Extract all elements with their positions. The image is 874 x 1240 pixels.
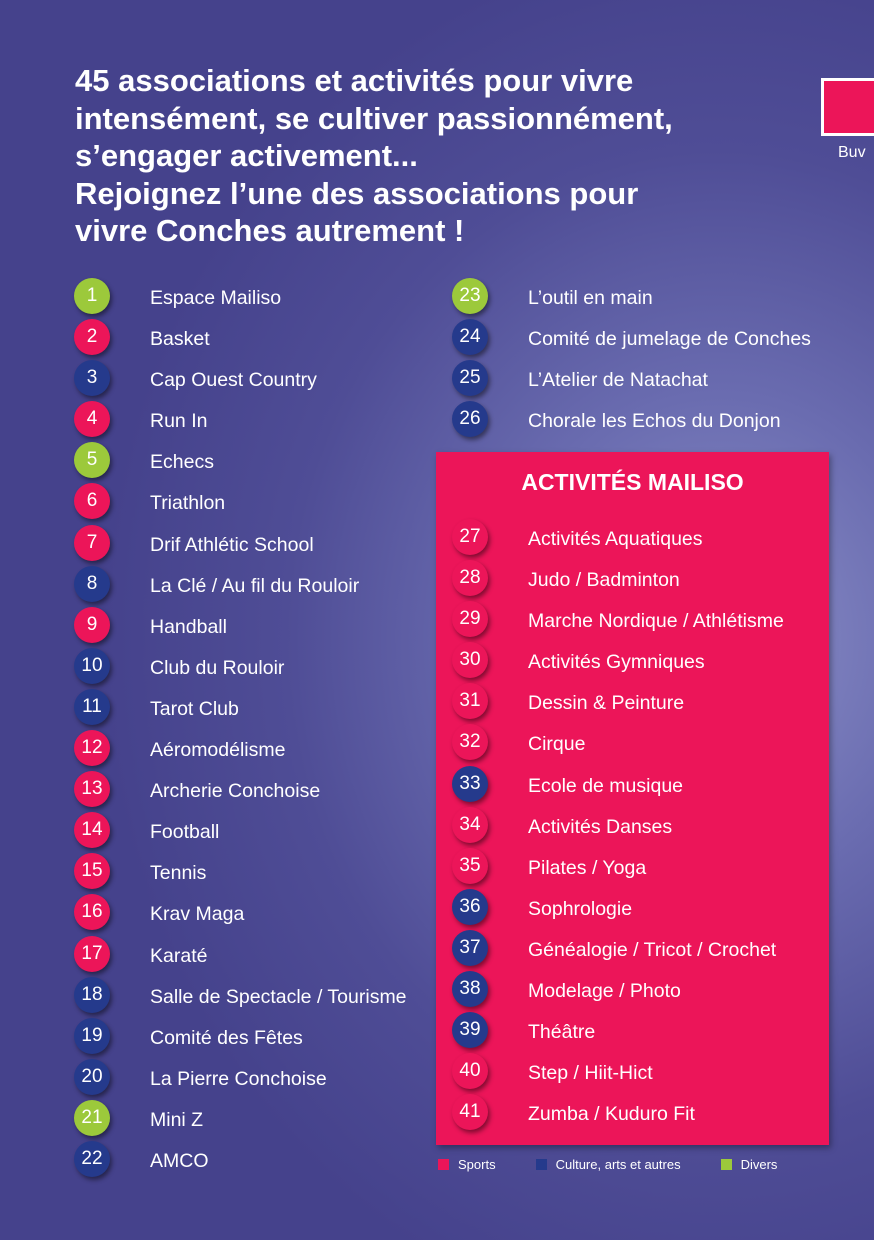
mailiso-title: ACTIVITÉS MAILISO [521, 469, 744, 495]
number-badge: 21 [74, 1100, 110, 1136]
number-badge: 26 [452, 401, 488, 437]
item-label: Dessin & Peinture [528, 692, 685, 715]
number-badge: 9 [74, 607, 110, 643]
number-badge: 15 [74, 853, 110, 889]
legend-label: Divers [740, 1157, 778, 1172]
number-badge: 2 [74, 319, 110, 355]
number-badge: 35 [452, 848, 488, 884]
item-label: Cap Ouest Country [150, 369, 317, 392]
next-page-label: Buv [838, 144, 866, 161]
heading-line: s’engager activement... [75, 138, 418, 173]
number-badge: 19 [74, 1018, 110, 1054]
legend-item-culture [536, 1157, 681, 1172]
item-label: Théâtre [528, 1021, 596, 1044]
number-badge: 16 [74, 894, 110, 930]
item-label: L’Atelier de Natachat [528, 369, 708, 392]
item-label: Cirque [528, 733, 586, 756]
item-label: Mini Z [150, 1108, 204, 1131]
number-badge: 30 [452, 642, 488, 678]
item-label: La Clé / Au fil du Rouloir [150, 574, 360, 597]
legend-label: Sports [458, 1157, 496, 1172]
number-badge: 13 [74, 771, 110, 807]
number-badge: 17 [74, 936, 110, 972]
number-badge: 20 [74, 1059, 110, 1095]
number-badge: 33 [452, 766, 488, 802]
item-label: Football [150, 821, 220, 844]
item-label: Marche Nordique / Athlétisme [528, 610, 784, 633]
number-badge: 6 [74, 483, 110, 519]
item-label: Krav Maga [150, 903, 245, 926]
item-label: Sophrologie [528, 897, 633, 920]
number-badge: 25 [452, 360, 488, 396]
number-badge: 14 [74, 812, 110, 848]
item-label: Echecs [150, 451, 214, 474]
number-badge: 37 [452, 930, 488, 966]
item-label: Pilates / Yoga [528, 856, 647, 879]
item-label: Modelage / Photo [528, 980, 681, 1003]
number-badge: 23 [452, 278, 488, 314]
number-badge: 29 [452, 601, 488, 637]
number-badge: 4 [74, 401, 110, 437]
item-label: Espace Mailiso [150, 287, 282, 309]
item-label: Karaté [150, 944, 208, 967]
legend-item-divers [721, 1157, 778, 1172]
heading-line: Rejoignez l’une des associations pour [75, 175, 639, 211]
number-badge: 34 [452, 807, 488, 843]
number-badge: 41 [452, 1094, 488, 1130]
item-label: L’outil en main [528, 287, 653, 309]
number-badge: 36 [452, 889, 488, 925]
item-label: Comité de jumelage de Conches [528, 328, 811, 351]
number-badge: 8 [74, 566, 110, 602]
number-badge: 11 [74, 689, 110, 725]
item-label: Drif Athlétic School [150, 533, 314, 556]
legend-item-sports [438, 1157, 496, 1172]
heading-line: vivre Conches autrement ! [75, 213, 465, 248]
item-label: Basket [150, 328, 210, 351]
legend-swatch [536, 1159, 547, 1170]
item-label: Comité des Fêtes [150, 1026, 303, 1049]
item-label: Handball [150, 615, 227, 638]
item-label: AMCO [150, 1149, 209, 1172]
number-badge: 18 [74, 977, 110, 1013]
item-label: Triathlon [150, 492, 226, 515]
item-label: Activités Gymniques [528, 651, 705, 674]
item-label: Run In [150, 410, 208, 433]
heading-line: intensément, se cultiver passionnément, [75, 100, 673, 136]
item-label: Judo / Badminton [528, 569, 680, 592]
next-page-color-box [821, 78, 874, 136]
number-badge: 28 [452, 560, 488, 596]
item-label: Activités Danses [528, 815, 673, 838]
number-badge: 3 [74, 360, 110, 396]
item-label: Zumba / Kuduro Fit [528, 1103, 695, 1126]
item-label: Ecole de musique [528, 774, 684, 797]
mailiso-panel [436, 452, 829, 1145]
category-legend [438, 1157, 777, 1172]
number-badge: 1 [74, 278, 110, 314]
page-heading [75, 62, 755, 250]
item-label: Salle de Spectacle / Tourisme [150, 985, 407, 1008]
item-label: Tennis [150, 862, 207, 885]
legend-swatch [438, 1159, 449, 1170]
legend-swatch [721, 1159, 732, 1170]
number-badge: 24 [452, 319, 488, 355]
item-label: Généalogie / Tricot / Crochet [528, 938, 777, 961]
item-label: La Pierre Conchoise [150, 1067, 327, 1090]
number-badge: 10 [74, 648, 110, 684]
number-badge: 38 [452, 971, 488, 1007]
heading-line: 45 associations et activités pour vivre [75, 63, 634, 98]
number-badge: 7 [74, 525, 110, 561]
number-badge: 32 [452, 724, 488, 760]
item-label: Club du Rouloir [150, 656, 285, 679]
item-label: Aéromodélisme [150, 739, 286, 762]
number-badge: 12 [74, 730, 110, 766]
number-badge: 22 [74, 1141, 110, 1177]
number-badge: 31 [452, 683, 488, 719]
item-label: Archerie Conchoise [150, 780, 321, 803]
number-badge: 27 [452, 519, 488, 555]
number-badge: 39 [452, 1012, 488, 1048]
item-label: Activités Aquatiques [528, 528, 703, 550]
item-label: Step / Hiit-Hict [528, 1062, 653, 1085]
item-label: Tarot Club [150, 697, 239, 720]
number-badge: 5 [74, 442, 110, 478]
legend-label: Culture, arts et autres [555, 1157, 681, 1172]
item-label: Chorale les Echos du Donjon [528, 410, 781, 433]
number-badge: 40 [452, 1053, 488, 1089]
